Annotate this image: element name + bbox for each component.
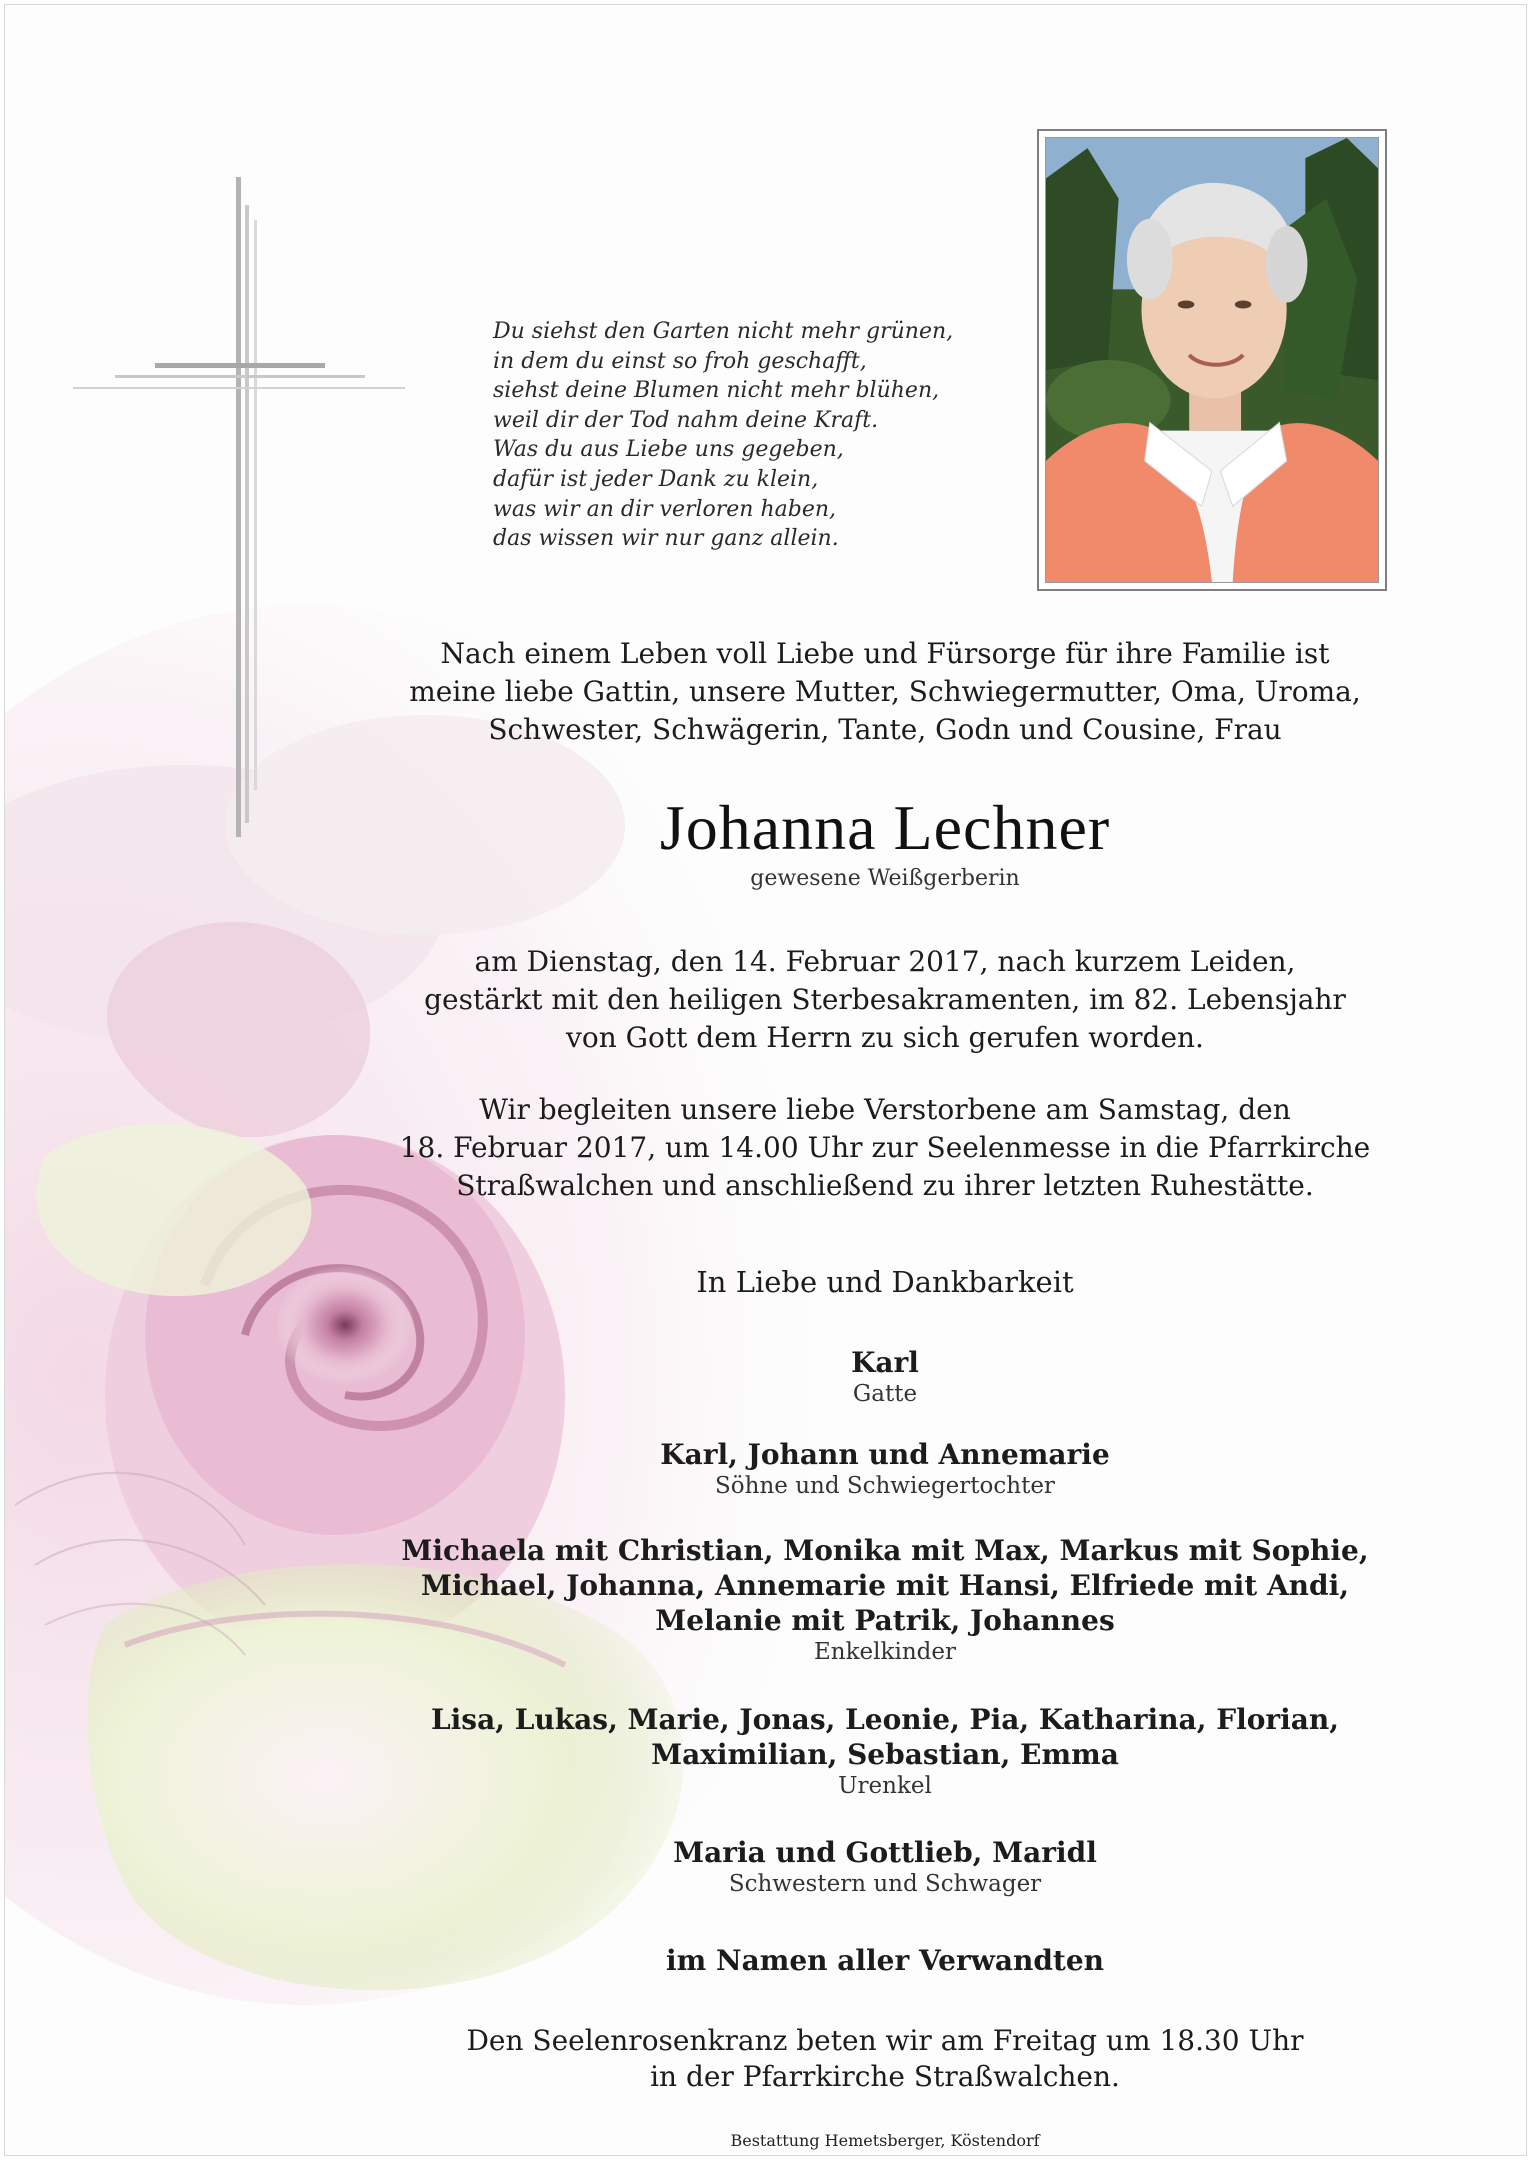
mourner-group	[385, 1437, 1385, 1500]
mourner-relation: Urenkel	[838, 1773, 932, 1799]
mourner-relation: Enkelkinder	[814, 1639, 956, 1665]
poem-line: weil dir der Tod nahm deine Kraft.	[493, 407, 879, 433]
rosary-notice	[385, 2023, 1385, 2095]
death-notice	[385, 943, 1385, 1057]
funeral-line: 18. Februar 2017, um 14.00 Uhr zur Seelenmesse in die Pfarrkirche	[399, 1131, 1371, 1164]
mourner-names: Karl	[851, 1346, 919, 1379]
rosary-line: Den Seelenrosenkranz beten wir am Freitag um 18.30 Uhr	[466, 2024, 1304, 2057]
mourner-names: Michaela mit Christian, Monika mit Max, Markus mit Sophie,	[401, 1534, 1369, 1567]
closing-line: im Namen aller Verwandten	[665, 1944, 1105, 1977]
mourner-names: Michael, Johanna, Annemarie mit Hansi, Elfriede mit Andi,	[420, 1569, 1350, 1602]
deceased-name: Johanna Lechner	[659, 792, 1111, 863]
mourner-relation: Gatte	[852, 1381, 918, 1407]
mourner-names: Melanie mit Patrik, Johannes	[655, 1604, 1115, 1637]
intro-line: Nach einem Leben voll Liebe und Fürsorge für ihre Familie ist	[440, 637, 1330, 670]
rosary-line: in der Pfarrkirche Straßwalchen.	[650, 2060, 1120, 2093]
death-notice-line: von Gott dem Herrn zu sich gerufen worden.	[566, 1021, 1204, 1054]
poem-line: in dem du einst so froh geschafft,	[493, 348, 867, 374]
mourner-names: Karl, Johann und Annemarie	[660, 1438, 1110, 1471]
funeral-notice	[385, 1091, 1385, 1205]
mourner-names: Lisa, Lukas, Marie, Jonas, Leonie, Pia, Katharina, Florian,	[430, 1703, 1340, 1736]
intro-line: Schwester, Schwägerin, Tante, Godn und Cousine, Frau	[488, 713, 1282, 746]
death-notice-line: gestärkt mit den heiligen Sterbesakramenten, im 82. Lebensjahr	[424, 983, 1346, 1016]
intro-line: meine liebe Gattin, unsere Mutter, Schwiegermutter, Oma, Uroma,	[409, 675, 1361, 708]
poem-line: dafür ist jeder Dank zu klein,	[493, 466, 819, 492]
deceased-occupation: gewesene Weißgerberin	[750, 866, 1020, 891]
cross-icon	[5, 5, 425, 865]
poem-line: Was du aus Liebe uns gegeben,	[493, 437, 844, 463]
poem-line: Du siehst den Garten nicht mehr grünen,	[493, 319, 954, 344]
obituary-page	[4, 4, 1527, 2156]
mourner-group	[385, 1345, 1385, 1408]
portrait-photo	[1046, 138, 1378, 582]
poem-line: das wissen wir nur ganz allein.	[493, 526, 839, 552]
mourner-group	[385, 1702, 1385, 1800]
poem-line: siehst deine Blumen nicht mehr blühen,	[493, 378, 940, 404]
death-notice-line: am Dienstag, den 14. Februar 2017, nach kurzem Leiden,	[474, 945, 1296, 978]
poem-line: was wir an dir verloren haben,	[493, 496, 837, 522]
funeral-line: Straßwalchen und anschließend zu ihrer letzten Ruhestätte.	[456, 1169, 1314, 1202]
mourner-names: Maximilian, Sebastian, Emma	[651, 1738, 1119, 1771]
mourner-names: Maria und Gottlieb, Maridl	[673, 1836, 1097, 1869]
mourner-group	[385, 1835, 1385, 1898]
thanks-line: In Liebe und Dankbarkeit	[696, 1265, 1074, 1299]
memorial-poem	[493, 317, 1013, 554]
portrait-photo-frame	[1037, 129, 1387, 591]
undertaker-credit: Bestattung Hemetsberger, Köstendorf	[730, 2131, 1040, 2150]
mourner-relation: Söhne und Schwiegertochter	[715, 1473, 1055, 1499]
mourner-relation: Schwestern und Schwager	[728, 1871, 1042, 1897]
intro-text	[385, 635, 1385, 749]
mourner-group	[385, 1533, 1385, 1666]
funeral-line: Wir begleiten unsere liebe Verstorbene am Samstag, den	[479, 1093, 1291, 1126]
